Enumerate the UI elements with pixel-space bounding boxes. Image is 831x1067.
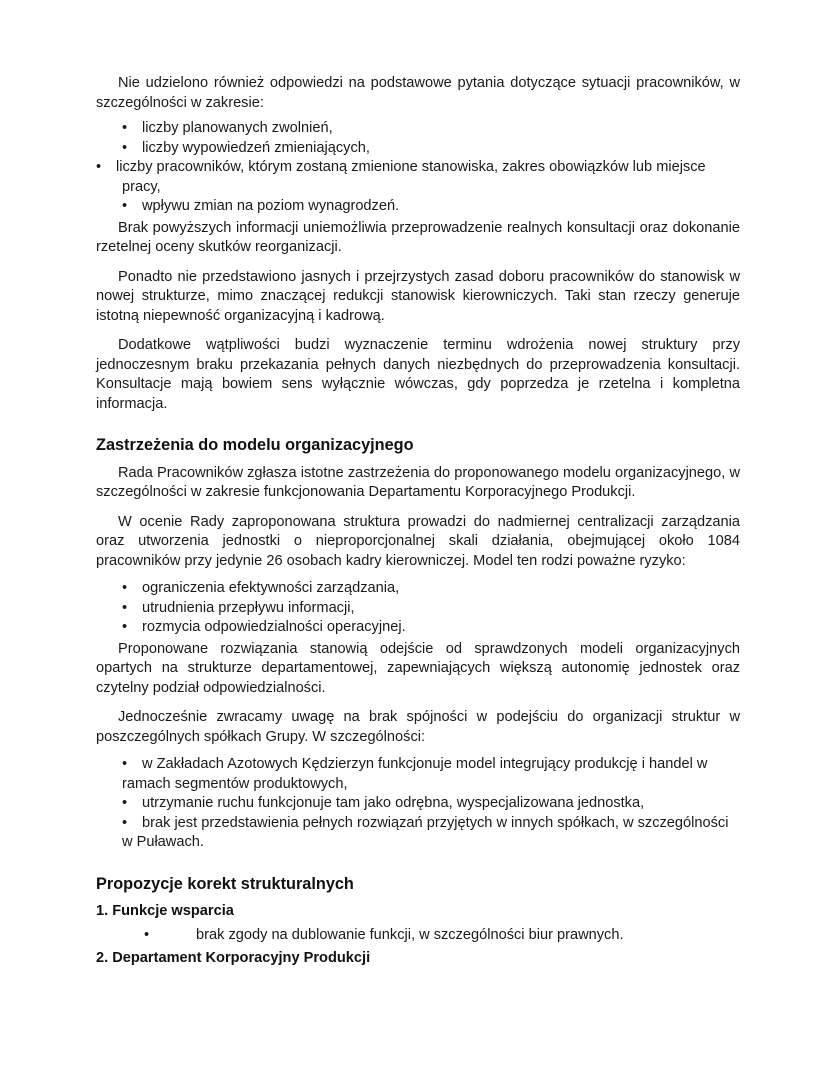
- list-item: • rozmycia odpowiedzialności operacyjnej.: [96, 618, 740, 638]
- list-item: • wpływu zmian na poziom wynagrodzeń.: [96, 197, 740, 217]
- list-item: • ograniczenia efektywności zarządzania,: [96, 579, 740, 599]
- bullet-icon: •: [122, 756, 128, 772]
- list-item: • brak zgody na dublowanie funkcji, w szczególności biur prawnych.: [96, 926, 740, 946]
- bullet-icon: •: [122, 120, 128, 136]
- list-item: • liczby planowanych zwolnień,: [96, 119, 740, 139]
- paragraph-consequence: Brak powyższych informacji uniemożliwia przeprowadzenie realnych konsultacji oraz dokonanie rzetelnej oceny skutków reorganizacji.: [96, 219, 740, 255]
- list-item: • liczby wypowiedzeń zmieniających,: [96, 139, 740, 159]
- list-item: • utrudnienia przepływu informacji,: [96, 599, 740, 619]
- bullet-icon: •: [122, 198, 128, 214]
- section-heading-proposals: Propozycje korekt strukturalnych: [96, 874, 354, 893]
- paragraph-centralization: W ocenie Rady zaproponowana struktura prowadzi do nadmiernej centralizacji zarządzania oraz utworzenia jednostki o nieproporcjonalnej skali działania, obejmującej około 1084 pracowników przy jedynie 26 osobach kadry kierowniczej. Model ten rodzi poważne ryzyko:: [96, 513, 740, 569]
- bullet-icon: •: [122, 580, 128, 596]
- bullet-icon: •: [96, 159, 102, 175]
- list-item: • brak jest przedstawienia pełnych rozwiązań przyjętych w innych spółkach, w szczególności w Puławach.: [122, 814, 729, 850]
- list-missing-info: [96, 119, 740, 217]
- list-item: • utrzymanie ruchu funkcjonuje tam jako odrębna, wyspecjalizowana jednostka,: [96, 794, 740, 814]
- list-item: • liczby pracowników, którym zostaną zmienione stanowiska, zakres obowiązków lub miejsce pracy,: [96, 159, 706, 195]
- bullet-icon: •: [122, 619, 128, 635]
- bullet-icon: •: [122, 814, 128, 831]
- bullet-icon: •: [122, 139, 128, 156]
- document-page: [96, 74, 740, 973]
- paragraph-deadline-doubts: Dodatkowe wątpliwości budzi wyznaczenie terminu wdrożenia nowej struktury przy jednoczesnym braku przekazania pełnych danych niezbędnych do przeprowadzenia konsultacji. Konsultacje mają bowiem sens wyłącznie wówczas, gdy poprzedza je rzetelna i kompletna informacja.: [96, 337, 740, 412]
- list-group-companies: [96, 755, 740, 853]
- list-support-functions: [96, 926, 740, 946]
- paragraph-inconsistency: Jednocześnie zwracamy uwagę na brak spójności w podejściu do organizacji struktur w poszczególnych spółkach Grupy. W szczególności:: [96, 709, 740, 745]
- subheading-production-department: 2. Departament Korporacyjny Produkcji: [96, 950, 371, 966]
- list-risks: [96, 579, 740, 638]
- paragraph-council-reservations: Rada Pracowników zgłasza istotne zastrzeżenia do proponowanego modelu organizacyjnego, w szczególności w zakresie funkcjonowania Departamentu Korporacyjnego Produkcji.: [96, 464, 740, 500]
- paragraph-missing-answers: Nie udzielono również odpowiedzi na podstawowe pytania dotyczące sytuacji pracowników, w szczególności w zakresie:: [96, 75, 740, 111]
- section-heading-reservations: Zastrzeżenia do modelu organizacyjnego: [96, 436, 414, 454]
- bullet-icon: •: [122, 599, 128, 616]
- bullet-icon: •: [122, 795, 128, 811]
- paragraph-selection-rules: Ponadto nie przedstawiono jasnych i przejrzystych zasad doboru pracowników do stanowisk w nowej strukturze, mimo znaczącej redukcji stanowisk kierowniczych. Taki stan rzeczy generuje istotną niepewność organizacyjną i kadrową.: [96, 268, 740, 324]
- subheading-support-functions: 1. Funkcje wsparcia: [96, 903, 234, 919]
- bullet-icon: •: [144, 926, 150, 943]
- paragraph-proposed-solutions: Proponowane rozwiązania stanowią odejście od sprawdzonych modeli organizacyjnych opartych na strukturze departamentowej, zapewniających większą autonomię jednostek oraz czytelny podział odpowiedzialności.: [96, 640, 740, 696]
- list-item: • w Zakładach Azotowych Kędzierzyn funkcjonuje model integrujący produkcję i handel w ramach segmentów produktowych,: [122, 756, 708, 792]
